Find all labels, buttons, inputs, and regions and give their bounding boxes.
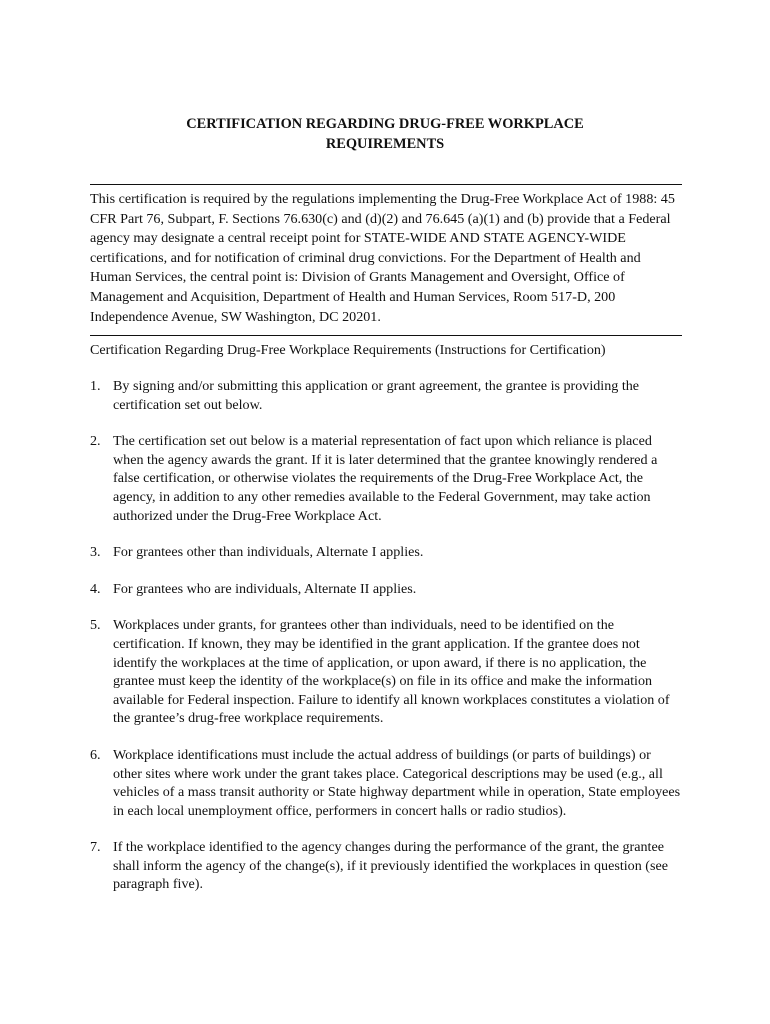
list-item-text: The certification set out below is a material representation of fact upon which reliance is placed when the agency awards the grant. If it is later determined that the grantee knowingly rendered a false certification, or otherwise violates the requirements of the Drug-Free Workplace Act, the agency, in addition to any other remedies available to the Federal Government, may take action authorized under the Drug-Free Workplace Act. — [113, 433, 658, 524]
instructions-list — [90, 377, 682, 912]
title-line-1: CERTIFICATION REGARDING DRUG-FREE WORKPLACE — [186, 116, 584, 132]
list-item — [90, 580, 682, 599]
document-title — [90, 114, 680, 154]
instructions-heading: Certification Regarding Drug-Free Workplace Requirements (Instructions for Certification) — [90, 342, 606, 358]
middle-divider — [90, 335, 682, 336]
list-item-number: 3. — [90, 544, 101, 561]
list-item-text: For grantees other than individuals, Alternate I applies. — [113, 544, 424, 561]
list-item — [90, 377, 682, 414]
list-item-text: Workplaces under grants, for grantees other than individuals, need to be identified on the certification. If known, they may be identified in the grant application. If the grantee does not identify the workplaces at the time of application, or upon award, if there is no application, the grantee must keep the identity of the workplace(s) on file in its office and make the information available for Federal inspection. Failure to identify all known workplaces constitutes a violation of the grantee’s drug-free workplace requirements. — [113, 617, 670, 727]
list-item-number: 2. — [90, 433, 101, 450]
list-item — [90, 432, 682, 525]
list-item — [90, 838, 682, 894]
list-item — [90, 543, 682, 562]
list-item-number: 6. — [90, 746, 101, 763]
list-item-number: 1. — [90, 378, 101, 394]
top-divider — [90, 184, 682, 185]
list-item-number: 7. — [90, 839, 101, 856]
list-item-text: Workplace identifications must include the actual address of buildings (or parts of buildings) or other sites where work under the grant takes place. Categorical descriptions may be used (e.g., all vehicles of a mass transit authority or State highway department while in operation, State employees in each local unemployment office, performers in concert halls or radio studios). — [113, 746, 681, 819]
list-item-text: For grantees who are individuals, Alternate II applies. — [113, 580, 417, 597]
intro-paragraph: This certification is required by the regulations implementing the Drug-Free Workplace Act of 1988: 45 CFR Part 76, Subpart, F. Sections 76.630(c) and (d)(2) and 76.645 (a)(1) and (b) provide that a Federal agency may designate a central receipt point for STATE-WIDE AND STATE AGENCY-WIDE certifications, and for notification of criminal drug convictions. For the Department of Health and Human Services, the central point is: Division of Grants Management and Oversight, Office of Management and Acquisition, Department of Health and Human Services, Room 517-D, 200 Independence Avenue, SW Washington, DC 20201. — [90, 191, 675, 325]
list-item-text: If the workplace identified to the agency changes during the performance of the grant, the grantee shall inform the agency of the change(s), if it previously identified the workplaces in question (see paragraph five). — [113, 839, 668, 893]
title-line-2: REQUIREMENTS — [325, 136, 445, 152]
list-item-number: 4. — [90, 580, 101, 597]
list-item — [90, 616, 682, 728]
list-item — [90, 746, 682, 820]
list-item-number: 5. — [90, 617, 101, 634]
list-item-text: By signing and/or submitting this application or grant agreement, the grantee is providing the certification set out below. — [113, 378, 640, 413]
